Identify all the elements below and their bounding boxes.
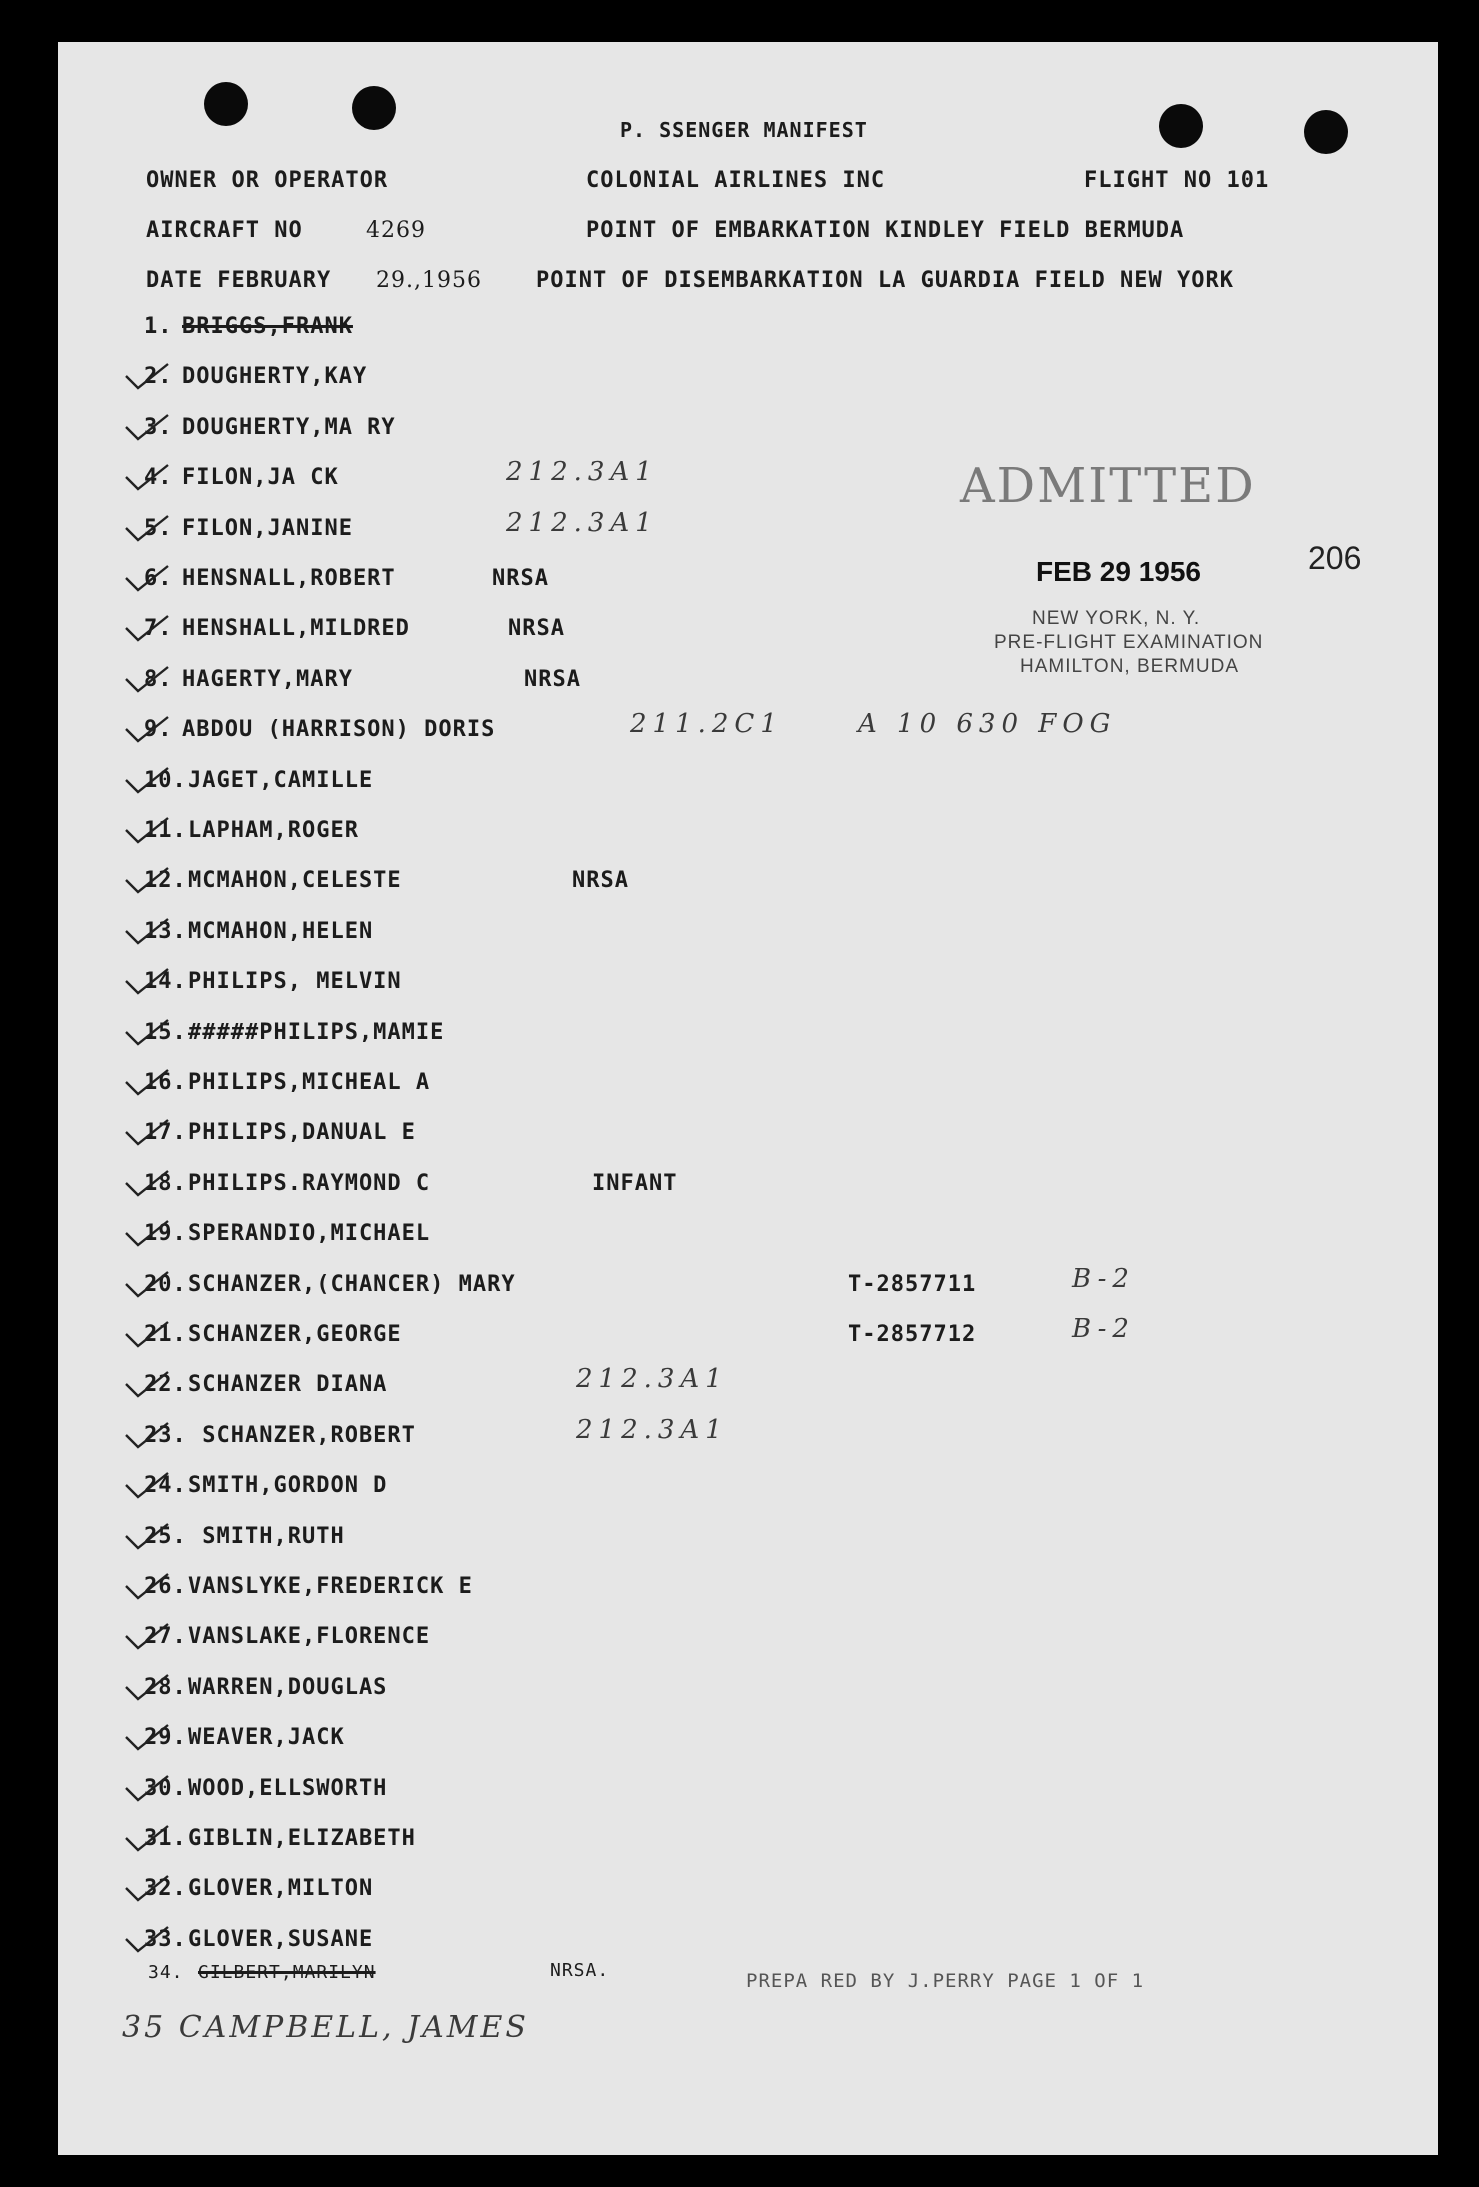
check-mark-icon [120,665,172,695]
handwritten-annotation: B-2 [1072,1314,1135,1344]
row-number: 31. [144,1826,187,1851]
row-number: 1. [144,314,173,339]
row-number: 33. [144,1927,187,1952]
check-mark-icon [120,1320,172,1350]
status-note: NRSA [572,868,629,893]
passenger-name: SCHANZER,ROBERT [188,1423,416,1448]
check-mark-icon [120,967,172,997]
check-mark-icon [120,1118,172,1148]
passenger-name: MCMAHON,CELESTE [188,868,402,893]
handwritten-annotation: B-2 [1072,1264,1135,1294]
row-34-note: NRSA. [550,1960,610,1981]
check-mark-icon [120,766,172,796]
check-mark-icon [120,1622,172,1652]
status-note: NRSA [492,566,549,591]
check-mark-icon [120,1774,172,1804]
passenger-name: GLOVER,SUSANE [188,1927,374,1952]
row-number: 25. [144,1524,187,1549]
check-mark-icon [120,362,172,392]
row-number: 30. [144,1776,187,1801]
passenger-name: WARREN,DOUGLAS [188,1675,388,1700]
passenger-name: FILON,JANINE [182,516,353,541]
passenger-name: GIBLIN,ELIZABETH [188,1826,416,1851]
manifest-page [58,42,1438,2155]
check-mark-icon [120,715,172,745]
check-mark-icon [120,514,172,544]
stamp-date: FEB 29 1956 [1036,556,1201,587]
row-number: 7. [144,616,173,641]
row-number: 28. [144,1675,187,1700]
passenger-name: WOOD,ELLSWORTH [188,1776,388,1801]
flight-number: FLIGHT NO 101 [1084,168,1270,193]
row-number: 18. [144,1171,187,1196]
passenger-name: VANSLAKE,FLORENCE [188,1624,431,1649]
check-mark-icon [120,1270,172,1300]
passenger-name: SCHANZER DIANA [188,1372,388,1397]
check-mark-icon [120,1068,172,1098]
punch-hole-3 [1159,104,1203,148]
row-number: 29. [144,1725,187,1750]
aircraft-value: 4269 [366,218,426,243]
embarkation: POINT OF EMBARKATION KINDLEY FIELD BERMUDA [586,218,1185,243]
passenger-name: MCMAHON,HELEN [188,919,374,944]
check-mark-icon [120,1723,172,1753]
passenger-name: #####PHILIPS,MAMIE [188,1020,445,1045]
check-mark-icon [120,1219,172,1249]
status-note: INFANT [592,1171,678,1196]
stamp-line-3: HAMILTON, BERMUDA [1020,656,1239,677]
punch-hole-4 [1304,110,1348,154]
row-number: 19. [144,1221,187,1246]
passenger-name: PHILIPS.RAYMOND C [188,1171,431,1196]
check-mark-icon [120,1522,172,1552]
check-mark-icon [120,816,172,846]
owner-value: COLONIAL AIRLINES INC [586,168,886,193]
row-number: 8. [144,667,173,692]
check-mark-icon [120,1471,172,1501]
handwritten-code: 212.3A1 [576,1364,728,1394]
passenger-name: SMITH,GORDON D [188,1473,388,1498]
check-mark-icon [120,1673,172,1703]
row-number: 12. [144,868,187,893]
handwritten-code: 211.2C1 [630,709,783,739]
ticket-number: T-2857711 [848,1272,977,1297]
row-number: 20. [144,1272,187,1297]
check-mark-icon [120,463,172,493]
row-number: 26. [144,1574,187,1599]
passenger-name: GLOVER,MILTON [188,1876,374,1901]
handwritten-annotation: A 10 630 FOG [858,709,1117,739]
check-mark-icon [120,1018,172,1048]
stamp-line-2: PRE-FLIGHT EXAMINATION [994,632,1264,653]
passenger-name: PHILIPS, MELVIN [188,969,402,994]
page-number: 206 [1308,540,1362,576]
row-number: 4. [144,465,173,490]
passenger-name: SCHANZER,GEORGE [188,1322,402,1347]
row-34-name: GILBERT,MARILYN [198,1962,376,1983]
passenger-name: HAGERTY,MARY [182,667,353,692]
row-number: 13. [144,919,187,944]
passenger-name: FILON,JA CK [182,465,339,490]
status-note: NRSA [508,616,565,641]
passenger-name: ABDOU (HARRISON) DORIS [182,717,496,742]
handwritten-code: 212.3A1 [506,508,658,538]
row-number: 24. [144,1473,187,1498]
prepared-by: PREPA RED BY J.PERRY PAGE 1 OF 1 [746,1970,1145,1992]
row-34-number: 34. [148,1962,184,1983]
check-mark-icon [120,1572,172,1602]
owner-label: OWNER OR OPERATOR [146,168,389,193]
row-number: 32. [144,1876,187,1901]
row-number: 5. [144,516,173,541]
check-mark-icon [120,1874,172,1904]
passenger-name: PHILIPS,MICHEAL A [188,1070,431,1095]
passenger-name: VANSLYKE,FREDERICK E [188,1574,473,1599]
check-mark-icon [120,413,172,443]
passenger-name: HENSNALL,ROBERT [182,566,396,591]
ticket-number: T-2857712 [848,1322,977,1347]
row-number: 2. [144,364,173,389]
passenger-name: DOUGHERTY,MA RY [182,415,396,440]
check-mark-icon [120,1824,172,1854]
row-number: 22. [144,1372,187,1397]
check-mark-icon [120,564,172,594]
passenger-name: HENSHALL,MILDRED [182,616,410,641]
aircraft-label: AIRCRAFT NO [146,218,303,243]
passenger-name: DOUGHERTY,KAY [182,364,368,389]
row-number: 11. [144,818,187,843]
check-mark-icon [120,866,172,896]
date-value: 29.,1956 [376,268,482,293]
punch-hole-2 [352,86,396,130]
check-mark-icon [120,1421,172,1451]
passenger-name: JAGET,CAMILLE [188,768,374,793]
check-mark-icon [120,1169,172,1199]
row-number: 10. [144,768,187,793]
passenger-name: BRIGGS,FRANK [182,314,353,339]
row-number: 15. [144,1020,187,1045]
row-number: 16. [144,1070,187,1095]
punch-hole-1 [204,82,248,126]
row-number: 9. [144,717,173,742]
passenger-name: SCHANZER,(CHANCER) MARY [188,1272,516,1297]
check-mark-icon [120,614,172,644]
status-note: NRSA [524,667,581,692]
row-number: 6. [144,566,173,591]
date-label: DATE FEBRUARY [146,268,332,293]
passenger-name: SPERANDIO,MICHAEL [188,1221,431,1246]
manifest-title: P. SSENGER MANIFEST [620,118,868,142]
row-number: 23. [144,1423,187,1448]
handwritten-entry-35: 35 CAMPBELL, JAMES [122,2010,529,2045]
check-mark-icon [120,1370,172,1400]
check-mark-icon [120,917,172,947]
stamp-line-1: NEW YORK, N. Y. [1032,608,1201,629]
row-number: 17. [144,1120,187,1145]
handwritten-code: 212.3A1 [576,1415,728,1445]
row-number: 3. [144,415,173,440]
row-number: 21. [144,1322,187,1347]
disembarkation: POINT OF DISEMBARKATION LA GUARDIA FIELD NEW YORK [536,268,1235,293]
row-number: 27. [144,1624,187,1649]
passenger-name: PHILIPS,DANUAL E [188,1120,416,1145]
passenger-name: LAPHAM,ROGER [188,818,359,843]
handwritten-code: 212.3A1 [506,457,658,487]
row-number: 14. [144,969,187,994]
admitted-stamp: ADMITTED [960,458,1256,514]
passenger-name: SMITH,RUTH [188,1524,345,1549]
passenger-name: WEAVER,JACK [188,1725,345,1750]
check-mark-icon [120,1925,172,1955]
